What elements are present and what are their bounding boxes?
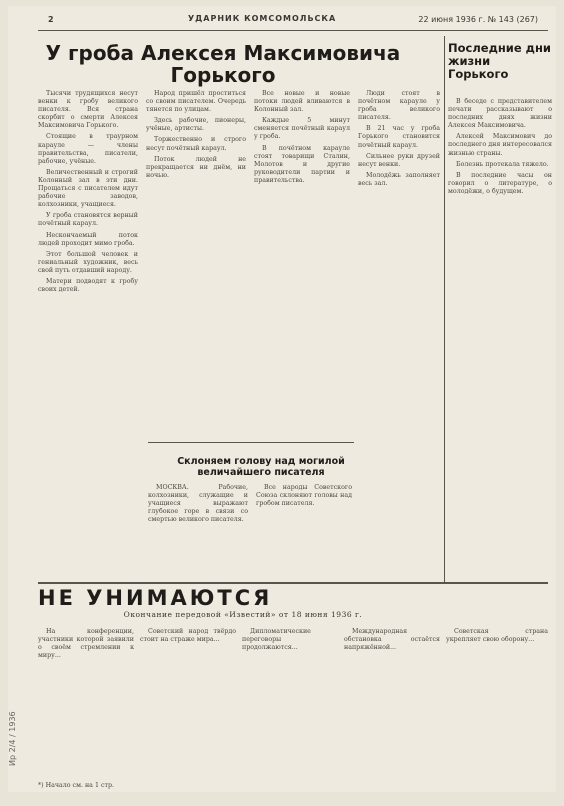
article-paragraph: Здесь рабочие, пионеры, учёные, артисты. (146, 117, 246, 133)
handwritten-margin-note: Ир 2/4 / 1936 (8, 711, 17, 766)
article-paragraph: Каждые 5 минут сменяется почётный караул у гроба. (254, 117, 350, 141)
right-column-text (448, 98, 552, 578)
article-paragraph: МОСКВА. Рабочие, колхозники, служащие и учащиеся выражают глубокое горе в связи со смертью великого писателя. (148, 484, 248, 524)
article-paragraph: Нескончаемый поток людей проходит мимо гроба. (38, 231, 138, 247)
article-paragraph: У гроба становятся верный почётный караул. (38, 212, 138, 228)
article-paragraph: Этот большой человек и гениальный художник, весь свой путь отдавший народу. (38, 250, 138, 274)
article-paragraph: В 21 час у гроба Горького становится почётный караул. (358, 125, 440, 149)
article-paragraph: Все народы Советского Союза склоняют головы над гробом писателя. (256, 484, 352, 508)
box-article-col1 (148, 484, 248, 576)
right-column-title: Последние дни жизни Горького (448, 41, 551, 81)
article-paragraph: Молодёжь заполняет весь зал. (358, 171, 440, 187)
bottom-article-col2 (140, 628, 236, 778)
masthead-rule (38, 30, 548, 31)
main-article-col4 (358, 90, 440, 580)
article-paragraph: Поток людей не прекращается ни днём, ни ночью. (146, 155, 246, 179)
right-column-divider (444, 36, 445, 582)
box-article-title: Склоняем голову над могилой величайшего писателя (177, 456, 345, 478)
bottom-article-col3 (242, 628, 338, 778)
article-paragraph: Советский народ твёрдо стоит на страже мира... (140, 628, 236, 644)
main-article-col1 (38, 90, 138, 430)
article-paragraph: В последние часы он говорил о литературе, о молодёжи, о будущем. (448, 171, 552, 195)
masthead (38, 14, 548, 28)
article-paragraph: Болезнь протекала тяжело. (456, 160, 549, 168)
article-paragraph: В почётном карауле стоят товарищи Сталин, Молотов и другие руководители партии и правительства. (254, 144, 350, 184)
article-paragraph: Тысячи трудящихся несут венки к гробу великого писателя. Вся страна скорбит о смерти Алексея Максимовича Горького. (38, 90, 138, 130)
bottom-article-footnote: *) Начало см. на 1 стр. (38, 782, 114, 789)
bottom-article-col1 (38, 628, 134, 778)
article-paragraph: Матери подводят к гробу своих детей. (38, 277, 138, 294)
bottom-article-col5 (446, 628, 548, 778)
article-paragraph: В беседе с представителем печати рассказывают о последних днях жизни Алексея Максимовича. (448, 98, 552, 130)
article-paragraph: Алексей Максимович до последнего дня интересовался жизнью страны. (448, 133, 552, 157)
box-article-col2 (256, 484, 352, 576)
bottom-article-subtitle: Окончание передовой «Известий» от 18 июня 1936 г. (123, 610, 363, 619)
article-paragraph: Народ пришёл проститься со своим писателем. Очередь тянется по улицам. (146, 90, 246, 114)
article-paragraph: Дипломатические переговоры продолжаются... (242, 628, 311, 652)
article-paragraph: Стоящие в траурном карауле — члены правительства, писатели, рабочие, учёные. (38, 133, 138, 165)
paper-name: УДАРНИК КОМСОМОЛЬСКА (188, 14, 337, 23)
article-paragraph: На конференции, участники которой заявили о своём стремлении к миру... (38, 628, 134, 660)
article-paragraph: Все новые и новые потоки людей вливаются в Колонный зал. (254, 90, 350, 114)
main-article-col3 (254, 90, 350, 430)
bottom-section-rule (38, 582, 548, 584)
box-top-rule (148, 442, 354, 443)
newspaper-page (8, 6, 556, 792)
article-paragraph: Сильнее руки друзей несут венки. (358, 152, 440, 168)
main-article-col2 (146, 90, 246, 430)
issue-date: 22 июня 1936 г. № 143 (267) (418, 15, 538, 24)
article-paragraph: Международная обстановка остаётся напряжённой... (344, 628, 440, 652)
article-paragraph: Советская страна укрепляет свою оборону... (446, 628, 548, 644)
page-number: 2 (48, 15, 54, 24)
article-paragraph: Люди стоят в почётном карауле у гроба великого писателя. (358, 90, 440, 122)
bottom-article-title: НЕ УНИМАЮТСЯ (38, 586, 273, 610)
article-paragraph: Величественный и строгий Колонный зал в эти дни. Прощаться с писателем идут рабочие заводов, колхозники, учащиеся. (38, 168, 138, 209)
main-article-title: У гроба Алексея Максимовича Горького (45, 41, 401, 87)
article-paragraph: Торжественно и строго несут почётный караул. (146, 136, 246, 152)
bottom-article-col4 (344, 628, 440, 778)
